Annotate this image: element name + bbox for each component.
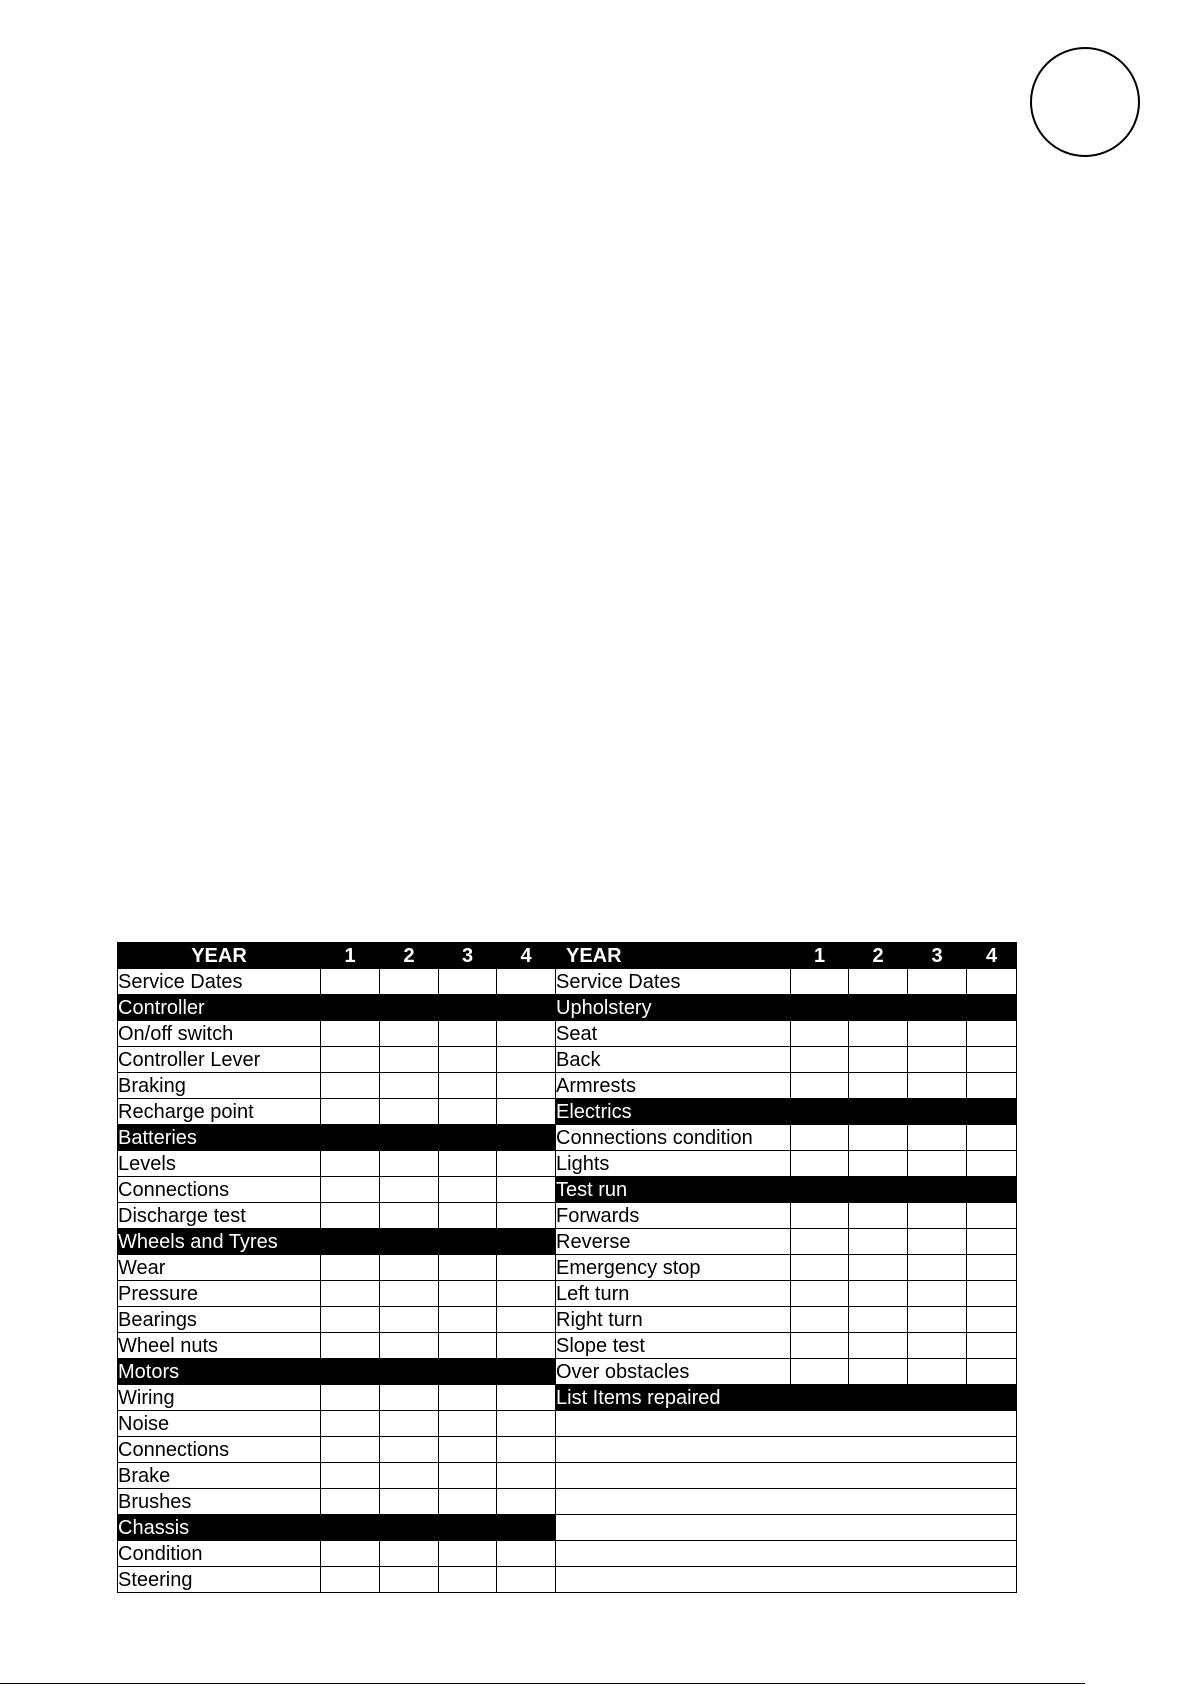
entry-box[interactable] (439, 1255, 497, 1281)
entry-box[interactable] (380, 1541, 439, 1567)
entry-box[interactable] (791, 1281, 849, 1307)
row-label: Service Dates (118, 969, 321, 995)
entry-box[interactable] (497, 1385, 556, 1411)
table-row (118, 969, 1017, 995)
entry-box[interactable] (380, 1281, 439, 1307)
row-label: Discharge test (118, 1203, 321, 1229)
entry-box[interactable] (380, 1463, 439, 1489)
entry-box[interactable] (908, 1359, 967, 1385)
entry-box[interactable] (849, 1307, 908, 1333)
entry-box[interactable] (380, 1385, 439, 1411)
table-row (118, 1385, 1017, 1411)
section-header: Test run (556, 1177, 1017, 1203)
entry-box[interactable] (321, 1151, 380, 1177)
entry-box[interactable] (321, 1255, 380, 1281)
entry-box[interactable] (497, 1333, 556, 1359)
entry-box[interactable] (849, 969, 908, 995)
entry-box[interactable] (321, 1073, 380, 1099)
table-row (118, 1255, 1017, 1281)
entry-box[interactable] (967, 1047, 1017, 1073)
entry-box[interactable] (497, 1541, 556, 1567)
entry-box[interactable] (908, 1125, 967, 1151)
entry-box[interactable] (791, 1073, 849, 1099)
row-label: Lights (556, 1151, 791, 1177)
entry-box[interactable] (967, 1021, 1017, 1047)
entry-box[interactable] (321, 1021, 380, 1047)
entry-box[interactable] (849, 1151, 908, 1177)
entry-box[interactable] (908, 1021, 967, 1047)
entry-box[interactable] (791, 1047, 849, 1073)
table-row (118, 1229, 1017, 1255)
entry-box[interactable] (908, 969, 967, 995)
row-label: Over obstacles (556, 1359, 791, 1385)
entry-box[interactable] (497, 1151, 556, 1177)
entry-box[interactable] (321, 1203, 380, 1229)
section-header: Electrics (556, 1099, 1017, 1125)
entry-box[interactable] (908, 1203, 967, 1229)
right-year-1-header: 1 (791, 943, 849, 969)
entry-box[interactable] (321, 1333, 380, 1359)
entry-box[interactable] (380, 1411, 439, 1437)
entry-box[interactable] (967, 1229, 1017, 1255)
entry-box[interactable] (380, 1437, 439, 1463)
entry-box[interactable] (439, 1073, 497, 1099)
entry-box[interactable] (380, 1333, 439, 1359)
table-row (118, 1489, 1017, 1515)
entry-box[interactable] (497, 1437, 556, 1463)
table-row (118, 1359, 1017, 1385)
table-row (118, 1515, 1017, 1541)
entry-box[interactable] (791, 1021, 849, 1047)
entry-box[interactable] (380, 1073, 439, 1099)
table-row (118, 1437, 1017, 1463)
entry-box[interactable] (908, 1333, 967, 1359)
entry-box[interactable] (380, 1047, 439, 1073)
table-row (118, 1411, 1017, 1437)
row-label: Armrests (556, 1073, 791, 1099)
entry-box[interactable] (791, 1151, 849, 1177)
repair-line[interactable] (556, 1463, 1017, 1489)
entry-box[interactable] (791, 1359, 849, 1385)
entry-box[interactable] (497, 1281, 556, 1307)
entry-box[interactable] (497, 1073, 556, 1099)
entry-box[interactable] (849, 1359, 908, 1385)
entry-box[interactable] (497, 1021, 556, 1047)
entry-box[interactable] (497, 1489, 556, 1515)
entry-box[interactable] (791, 969, 849, 995)
entry-box[interactable] (321, 1307, 380, 1333)
row-label: Slope test (556, 1333, 791, 1359)
repair-line[interactable] (556, 1489, 1017, 1515)
left-year-1-header: 1 (321, 943, 380, 969)
table-row (118, 1463, 1017, 1489)
entry-box[interactable] (497, 969, 556, 995)
entry-box[interactable] (380, 1021, 439, 1047)
entry-box[interactable] (849, 1203, 908, 1229)
right-year-header: YEAR (556, 943, 791, 969)
entry-box[interactable] (497, 1099, 556, 1125)
table-row (118, 1177, 1017, 1203)
entry-box[interactable] (321, 1047, 380, 1073)
entry-box[interactable] (791, 1203, 849, 1229)
entry-box[interactable] (321, 1489, 380, 1515)
entry-box[interactable] (497, 1047, 556, 1073)
entry-box[interactable] (439, 1151, 497, 1177)
entry-box[interactable] (849, 1047, 908, 1073)
entry-box[interactable] (439, 1437, 497, 1463)
entry-box[interactable] (849, 1333, 908, 1359)
entry-box[interactable] (967, 1281, 1017, 1307)
table-row (118, 1047, 1017, 1073)
row-label: Service Dates (556, 969, 791, 995)
entry-box[interactable] (967, 969, 1017, 995)
entry-box[interactable] (908, 1047, 967, 1073)
entry-box[interactable] (967, 1333, 1017, 1359)
left-year-4-header: 4 (497, 943, 556, 969)
entry-box[interactable] (908, 1229, 967, 1255)
entry-box[interactable] (908, 1255, 967, 1281)
entry-box[interactable] (967, 1255, 1017, 1281)
entry-box[interactable] (849, 1255, 908, 1281)
row-label: Braking (118, 1073, 321, 1099)
entry-box[interactable] (321, 1099, 380, 1125)
row-label: Noise (118, 1411, 321, 1437)
row-label: Forwards (556, 1203, 791, 1229)
entry-box[interactable] (497, 1411, 556, 1437)
row-label: Bearings (118, 1307, 321, 1333)
entry-box[interactable] (791, 1229, 849, 1255)
row-label: Left turn (556, 1281, 791, 1307)
entry-box[interactable] (321, 1463, 380, 1489)
page-number-circle (1030, 47, 1140, 157)
entry-box[interactable] (380, 1177, 439, 1203)
entry-box[interactable] (439, 1021, 497, 1047)
table-row (118, 1307, 1017, 1333)
section-header: Controller (118, 995, 556, 1021)
entry-box[interactable] (321, 1567, 380, 1593)
entry-box[interactable] (497, 1255, 556, 1281)
row-label: Steering (118, 1567, 321, 1593)
table-row (118, 1567, 1017, 1593)
entry-box[interactable] (439, 1489, 497, 1515)
row-label: Brushes (118, 1489, 321, 1515)
repair-line[interactable] (556, 1541, 1017, 1567)
table-header-row (118, 943, 1017, 969)
entry-box[interactable] (380, 1489, 439, 1515)
row-label: Reverse (556, 1229, 791, 1255)
entry-box[interactable] (321, 1177, 380, 1203)
section-header: Wheels and Tyres (118, 1229, 556, 1255)
entry-box[interactable] (321, 1437, 380, 1463)
table-row (118, 1541, 1017, 1567)
table-row (118, 995, 1017, 1021)
row-label: On/off switch (118, 1021, 321, 1047)
entry-box[interactable] (439, 1463, 497, 1489)
entry-box[interactable] (439, 1203, 497, 1229)
right-year-2-header: 2 (849, 943, 908, 969)
entry-box[interactable] (439, 1047, 497, 1073)
entry-box[interactable] (497, 1307, 556, 1333)
entry-box[interactable] (497, 1203, 556, 1229)
row-label: Recharge point (118, 1099, 321, 1125)
row-label: Wheel nuts (118, 1333, 321, 1359)
row-label: Right turn (556, 1307, 791, 1333)
entry-box[interactable] (967, 1307, 1017, 1333)
entry-box[interactable] (439, 1099, 497, 1125)
entry-box[interactable] (321, 1385, 380, 1411)
row-label: Connections condition (556, 1125, 791, 1151)
row-label: Controller Lever (118, 1047, 321, 1073)
entry-box[interactable] (439, 1385, 497, 1411)
entry-box[interactable] (439, 1177, 497, 1203)
entry-box[interactable] (497, 1463, 556, 1489)
row-label: Back (556, 1047, 791, 1073)
row-label: Wiring (118, 1385, 321, 1411)
entry-box[interactable] (849, 1229, 908, 1255)
entry-box[interactable] (908, 1307, 967, 1333)
entry-box[interactable] (380, 1567, 439, 1593)
entry-box[interactable] (967, 1125, 1017, 1151)
entry-box[interactable] (439, 1281, 497, 1307)
row-label: Pressure (118, 1281, 321, 1307)
table-row (118, 1021, 1017, 1047)
entry-box[interactable] (439, 1567, 497, 1593)
repair-line[interactable] (556, 1437, 1017, 1463)
repair-line[interactable] (556, 1567, 1017, 1593)
service-record-table (117, 942, 1017, 1593)
entry-box[interactable] (439, 969, 497, 995)
entry-box[interactable] (908, 1281, 967, 1307)
entry-box[interactable] (967, 1203, 1017, 1229)
table-row (118, 1333, 1017, 1359)
row-label: Connections (118, 1177, 321, 1203)
section-header: Chassis (118, 1515, 556, 1541)
entry-box[interactable] (380, 1099, 439, 1125)
entry-box[interactable] (791, 1307, 849, 1333)
section-header: Upholstery (556, 995, 1017, 1021)
entry-box[interactable] (849, 1125, 908, 1151)
entry-box[interactable] (908, 1073, 967, 1099)
bottom-rule (0, 1683, 1085, 1684)
entry-box[interactable] (967, 1151, 1017, 1177)
left-year-3-header: 3 (439, 943, 497, 969)
row-label: Emergency stop (556, 1255, 791, 1281)
table-row (118, 1151, 1017, 1177)
entry-box[interactable] (439, 1541, 497, 1567)
entry-box[interactable] (439, 1411, 497, 1437)
section-header: Batteries (118, 1125, 556, 1151)
right-year-4-header: 4 (967, 943, 1017, 969)
entry-box[interactable] (380, 1307, 439, 1333)
row-label: Levels (118, 1151, 321, 1177)
entry-box[interactable] (791, 1125, 849, 1151)
entry-box[interactable] (849, 1281, 908, 1307)
table-row (118, 1073, 1017, 1099)
entry-box[interactable] (380, 1151, 439, 1177)
entry-box[interactable] (321, 1411, 380, 1437)
entry-box[interactable] (380, 1203, 439, 1229)
entry-box[interactable] (439, 1307, 497, 1333)
row-label: Seat (556, 1021, 791, 1047)
entry-box[interactable] (380, 1255, 439, 1281)
left-year-header: YEAR (118, 943, 321, 969)
entry-box[interactable] (497, 1177, 556, 1203)
section-header: Motors (118, 1359, 556, 1385)
entry-box[interactable] (380, 969, 439, 995)
entry-box[interactable] (791, 1333, 849, 1359)
entry-box[interactable] (497, 1567, 556, 1593)
entry-box[interactable] (967, 1359, 1017, 1385)
table-row (118, 1099, 1017, 1125)
entry-box[interactable] (849, 1073, 908, 1099)
section-header: List Items repaired (556, 1385, 1017, 1411)
row-label: Condition (118, 1541, 321, 1567)
row-label: Wear (118, 1255, 321, 1281)
table-row (118, 1125, 1017, 1151)
entry-box[interactable] (321, 1281, 380, 1307)
repair-line[interactable] (556, 1411, 1017, 1437)
entry-box[interactable] (321, 969, 380, 995)
right-year-3-header: 3 (908, 943, 967, 969)
entry-box[interactable] (439, 1333, 497, 1359)
row-label: Connections (118, 1437, 321, 1463)
left-year-2-header: 2 (380, 943, 439, 969)
table-row (118, 1281, 1017, 1307)
entry-box[interactable] (908, 1151, 967, 1177)
entry-box[interactable] (967, 1073, 1017, 1099)
entry-box[interactable] (321, 1541, 380, 1567)
row-label: Brake (118, 1463, 321, 1489)
table-row (118, 1203, 1017, 1229)
repair-line[interactable] (556, 1515, 1017, 1541)
entry-box[interactable] (791, 1255, 849, 1281)
entry-box[interactable] (849, 1021, 908, 1047)
